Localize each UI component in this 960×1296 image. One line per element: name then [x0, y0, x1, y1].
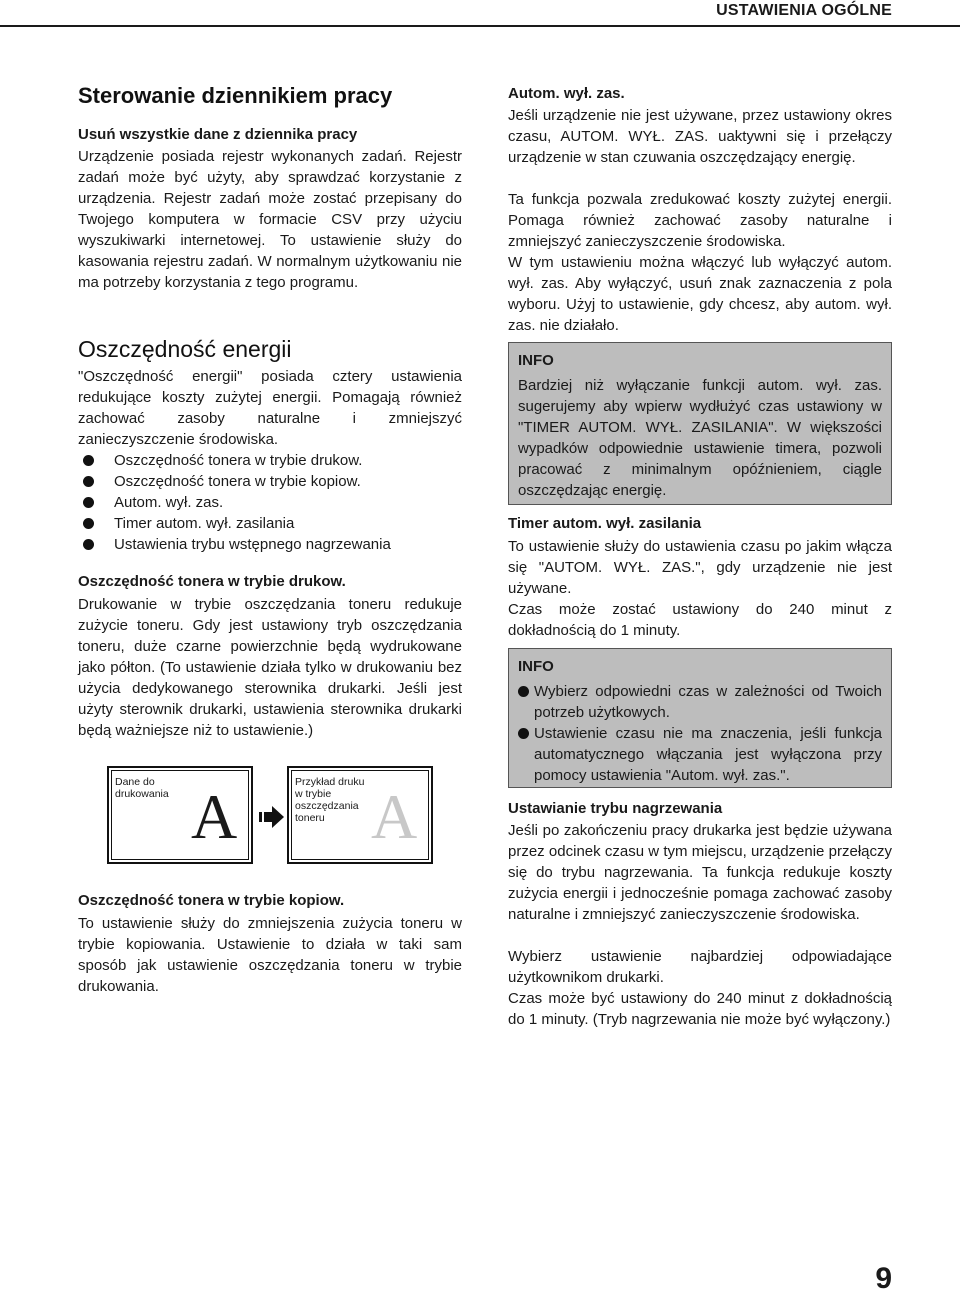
- paragraph-power-off-timer-2: Czas może zostać ustawiony do 240 minut z dokładnością do 1 minuty.: [508, 601, 892, 639]
- list-item: Ustawienia trybu wstępnego nagrzewania: [78, 534, 391, 555]
- paragraph-preheat-mode: Jeśli po zakończeniu pracy drukarka jest będzie używana przez odcinek czasu w tym miejscu, urządzenie przełączy się do trybu nagrzewania. Ta funkcja redukuje koszty zużycia energii i jednocześnie pomaga zachować zasoby naturalne i zmniejszyć zanieczyszczenie środowiska.: [508, 822, 892, 923]
- page-header: [0, 0, 960, 28]
- bullet-icon: [83, 455, 94, 466]
- paragraph-auto-power-off-2: Ta funkcja pozwala zredukować koszty zużytej energii. Pomaga również zachować zasoby naturalne i zmniejszyć zanieczyszczenie środowiska.: [508, 191, 892, 250]
- subsection-title-toner-copy: Oszczędność tonera w trybie kopiow.: [78, 892, 345, 909]
- list-item: Oszczędność tonera w trybie drukow.: [78, 450, 391, 471]
- toner-save-document-label: Przykład druku w trybie oszczędzania toneru: [295, 776, 365, 824]
- bullet-icon: [83, 476, 94, 487]
- info-list-item: Wybierz odpowiedni czas w zależności od Twoich potrzeb użytkowych.: [518, 681, 882, 723]
- page-number: 9: [875, 1262, 892, 1295]
- section-title-energy-save: Oszczędność energii: [78, 336, 292, 362]
- subsection-title-toner-print: Oszczędność tonera w trybie drukow.: [78, 573, 346, 590]
- header-rule: [0, 25, 960, 27]
- paragraph-job-log: Urządzenie posiada rejestr wykonanych zadań. Rejestr zadań może być użyty, aby sprawdzać korzystanie z urządzenia. Rejestr zadań może zostać przepisany do Twojego komputera w formacie CSV przy użyciu wyszukiwarki internetowej. To ustawienie służy do kasowania rejestru zadań. W normalnym użytkowaniu nie ma potrzeby korzystania z tego programu.: [78, 148, 462, 291]
- toner-save-figure: [107, 766, 433, 866]
- bullet-icon: [518, 686, 529, 697]
- paragraph-auto-power-off-3: W tym ustawieniu można włączyć lub wyłączyć autom. wył. zas. Aby wyłączyć, usuń znak zaznaczenia z pola wyboru. Użyj to ustawienie, gdy chcesz, aby autom. wył. zas. nie działało.: [508, 254, 892, 334]
- info-list-item: Ustawienie czasu nie ma znaczenia, jeśli funkcja automatycznego włączania jest wyłączona przy pomocy ustawienia "Autom. wył. zas.".: [518, 723, 882, 786]
- paragraph-preheat-mode-2: Wybierz ustawienie najbardziej odpowiadające użytkownikom drukarki.: [508, 948, 892, 986]
- subsection-title-clear-log: Usuń wszystkie dane z dziennika pracy: [78, 126, 358, 143]
- list-item: Oszczędność tonera w trybie kopiow.: [78, 471, 391, 492]
- toner-save-letter: A: [371, 781, 418, 852]
- original-document-label: Dane do drukowania: [115, 776, 169, 800]
- subsection-title-power-off-timer: Timer autom. wył. zasilania: [508, 515, 702, 532]
- original-letter: A: [191, 781, 238, 852]
- arrow-right-icon: [258, 806, 284, 828]
- list-item: Timer autom. wył. zasilania: [78, 513, 391, 534]
- bullet-icon: [518, 728, 529, 739]
- info-title: INFO: [518, 658, 554, 675]
- paragraph-preheat-mode-3: Czas może być ustawiony do 240 minut z dokładnością do 1 minuty. (Tryb nagrzewania nie może być wyłączony.): [508, 990, 892, 1028]
- header-title: USTAWIENIA OGÓLNE: [716, 2, 892, 19]
- info-box-auto-power-off: [508, 342, 892, 505]
- bullet-icon: [83, 539, 94, 550]
- original-document: [107, 766, 253, 864]
- paragraph-energy-save: "Oszczędność energii" posiada cztery ustawienia redukujące koszty zużytej energii. Pomagają również zachować zasoby naturalne i zmniejszyć zanieczyszczenie środowiska.: [78, 368, 462, 448]
- info-box-timer: [508, 648, 892, 788]
- section-title-job-log: Sterowanie dziennikiem pracy: [78, 83, 393, 108]
- paragraph-power-off-timer: To ustawienie służy do ustawienia czasu po jakim włącza się "AUTOM. WYŁ. ZAS.", gdy urządzenie nie jest używane.: [508, 538, 892, 597]
- paragraph-toner-print: Drukowanie w trybie oszczędzania toneru redukuje zużycie toneru. Gdy jest ustawiony tryb oszczędzania toneru, duże czarne powierzchnie będą wydrukowane jako półton. (To ustawienie działa tylko w drukowaniu bez użycia dedykowanego sterownika drukarki. Jeśli jest użyty sterownik drukarki, ustawienia sterownika drukarki będą ważniejsze niż to ustawienie.): [78, 596, 462, 739]
- info-text: Bardziej niż wyłączanie funkcji autom. wył. zas. sugerujemy aby wpierw wydłużyć czas ustawiony w "TIMER AUTOM. WYŁ. ZASILANIA". W większości wypadków odpowiednie ustawienie timera, pozwoli pracować z minimalnym opóźnieniem, ciągle oszczędzając energię.: [518, 377, 882, 499]
- energy-settings-list: [78, 450, 391, 555]
- paragraph-auto-power-off: Jeśli urządzenie nie jest używane, przez ustawiony okres czasu, AUTOM. WYŁ. ZAS. uaktywni się i przełączy urządzenie w stan czuwania oszczędzający energię.: [508, 107, 892, 166]
- list-item: Autom. wył. zas.: [78, 492, 391, 513]
- subsection-title-preheat-mode: Ustawianie trybu nagrzewania: [508, 800, 723, 817]
- paragraph-toner-copy: To ustawienie służy do zmniejszenia zużycia toneru w trybie kopiowania. Ustawienie to działa w taki sam sposób jak ustawienie oszczędzania toneru w trybie drukowania.: [78, 915, 462, 995]
- bullet-icon: [83, 497, 94, 508]
- info-title: INFO: [518, 352, 554, 369]
- toner-save-document: [287, 766, 433, 864]
- bullet-icon: [83, 518, 94, 529]
- info-list: [518, 681, 882, 786]
- subsection-title-auto-power-off: Autom. wył. zas.: [508, 85, 625, 102]
